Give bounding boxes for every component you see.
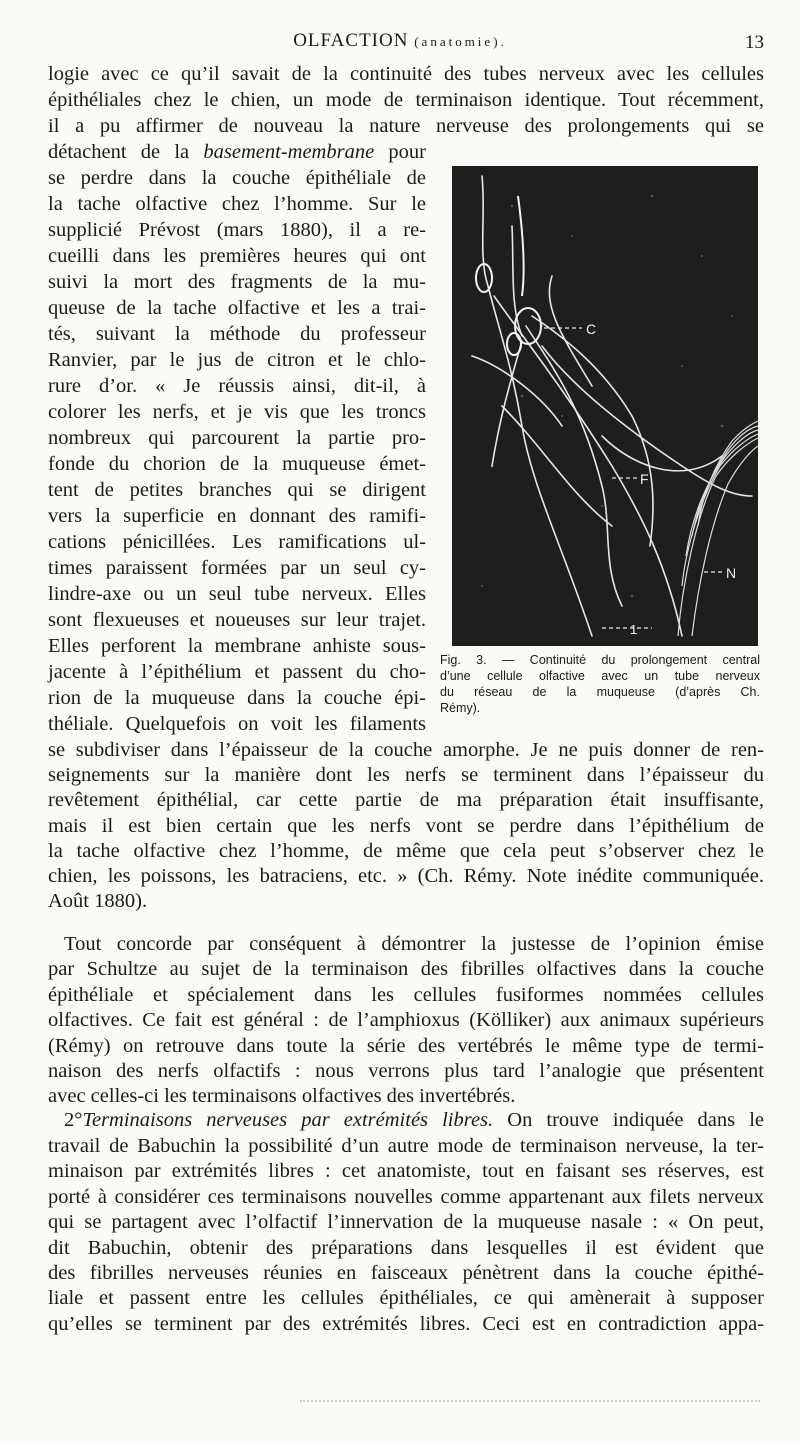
text-line: cueilli dans les premières heures qui ont	[48, 245, 426, 267]
text-line: supplicié Prévost (mars 1880), il a re-	[48, 219, 426, 241]
text-line: logie avec ce qu’il savait de la continuité des tubes nerveux avec les cellules	[48, 63, 764, 85]
text-line: nombreux qui parcourent la partie pro-	[48, 427, 426, 449]
text-line: sont flexueuses et noueuses sur leur trajet.	[48, 609, 426, 631]
section-heading-continuation: On trouve indiquée dans le	[507, 1109, 765, 1131]
text-line: suivi la mort des fragments de la mu-	[48, 271, 426, 293]
caption-line: d’une cellule olfactive avec un tube nerveux	[440, 669, 760, 683]
header-title: OLFACTION	[293, 30, 409, 51]
text-line: rure d’or. « Je réussis ainsi, dit-il, à	[48, 375, 426, 397]
text-line: épithéliale et spécialement dans les cellules fusiformes nommées cellules	[48, 983, 764, 1006]
text-line: mais il est bien certain que les nerfs vont se perdre dans l’épithélium de	[48, 814, 764, 837]
text-line: vers la superficie en donnant des ramifi-	[48, 505, 426, 527]
header-subtitle: (anatomie).	[414, 34, 507, 49]
text-line: la tache olfactive chez l’homme. Sur le	[48, 193, 426, 215]
page-bottom-artifact	[300, 1400, 760, 1410]
text-line: queuse de la tache olfactive et les a trai-	[48, 297, 426, 319]
text-line: fonde du chorion de la muqueuse émet-	[48, 453, 426, 475]
text-line: il a pu affirmer de nouveau la nature nerveuse des prolongements qui se	[48, 115, 764, 137]
text-line: seignements sur la manière dont les nerfs se terminent dans l’épaisseur du	[48, 764, 764, 787]
text-line: revêtement épithélial, car cette partie de ma préparation était insuffisante,	[48, 789, 764, 812]
text-line: travail de Babuchin la possibilité d’un autre mode de terminaison nerveuse, la ter-	[48, 1135, 764, 1157]
text-line: qui se partagent avec l’olfactif l’innervation de la muqueuse nasale : « On peut,	[48, 1211, 764, 1234]
running-title	[0, 30, 800, 52]
section-number: 2°	[64, 1109, 83, 1131]
figure-label-f: F	[640, 471, 649, 487]
text-line: cations pénicillées. Les ramifications ul-	[48, 531, 426, 553]
caption-line: Rémy).	[440, 701, 481, 715]
text-line: se perdre dans la couche épithéliale de	[48, 167, 426, 189]
text-line: porté à considérer ces terminaisons nouvelles comme appartenant aux filets nerveux	[48, 1185, 764, 1208]
figure-caption	[440, 652, 760, 716]
text-line: minaison par extrémités libres : cet anatomiste, tout en faisant ses réserves, est	[48, 1160, 764, 1183]
text-line: tent de petites branches qui se dirigent	[48, 479, 426, 501]
section-heading: Terminaisons nerveuses par extrémités libres.	[82, 1109, 494, 1131]
text-line: la tache olfactive chez l’homme, de même que cela peut s’observer chez le	[48, 839, 764, 862]
text-line: jacente à l’épithélium et passent du cho-	[48, 661, 426, 683]
text-line: épithéliales chez le chien, un mode de terminaison identique. Tout récemment,	[48, 89, 764, 111]
text-line: rion de la muqueuse dans la couche épi-	[48, 687, 426, 709]
text-line: qu’elles se terminent par des extrémités libres. Ceci est en contradiction appa-	[48, 1312, 764, 1335]
caption-line: Fig. 3. — Continuité du prolongement central	[440, 653, 760, 667]
text-line: colorer les nerfs, et je vis que les troncs	[48, 401, 426, 423]
text-line: Tout concorde par conséquent à démontrer la justesse de l’opinion émise	[64, 933, 764, 955]
text-line: détachent de la basement-membrane pour	[48, 141, 426, 163]
text-line: avec celles-ci les terminaisons olfactives des invertébrés.	[48, 1085, 516, 1108]
text-line: liale et passent entre les cellules épithéliales, ce qui amènerait à supposer	[48, 1287, 764, 1310]
section-heading-line	[48, 1108, 764, 1132]
text-line: théliale. Quelquefois on voit les filaments	[48, 713, 426, 735]
text-line: se subdiviser dans l’épaisseur de la couche amorphe. Je ne puis donner de ren-	[48, 739, 764, 761]
text-line: tés, suivant la méthode du professeur	[48, 323, 426, 345]
text-line: naison des nerfs olfactifs : nous verrons plus tard l’analogie que présentent	[48, 1060, 764, 1082]
figure-label-c: C	[586, 321, 597, 337]
text-line: lindre-axe ou un seul tube nerveux. Elles	[48, 583, 426, 605]
figure-label-n: N	[726, 565, 737, 581]
text-line: (Rémy) on retrouve dans toute la série des vertébrés le même type de termi-	[48, 1034, 764, 1057]
text-line: times paraissent formées par un seul cy-	[48, 557, 426, 579]
text-line: olfactives. Ce fait est général : de l’amphioxus (Kölliker) aux animaux supérieurs	[48, 1009, 764, 1032]
text-line: Elles perforent la membrane anhiste sous-	[48, 635, 426, 657]
page-number: 13	[745, 32, 764, 53]
figure-illustration	[452, 166, 758, 646]
running-header	[0, 30, 800, 60]
text-line: dit Babuchin, obtenir des préparations dans lesquelles il est évident que	[48, 1236, 764, 1259]
text-line: Ranvier, par le jus de citron et le chlo-	[48, 349, 426, 371]
text-line: par Schultze au sujet de la terminaison des fibrilles olfactives dans la couche	[48, 958, 764, 981]
text-line: des fibrilles nerveuses réunies en faisceaux pénètrent dans la couche épithé-	[48, 1262, 764, 1284]
text-line: Août 1880).	[48, 890, 148, 913]
caption-line: du réseau de la muqueuse (d’après Ch.	[440, 685, 760, 699]
figure-label-1: 1	[630, 622, 638, 637]
olfactory-cell-drawing	[452, 166, 758, 646]
text-line: chien, les poissons, les batraciens, etc. » (Ch. Rémy. Note inédite communiquée.	[48, 865, 764, 887]
